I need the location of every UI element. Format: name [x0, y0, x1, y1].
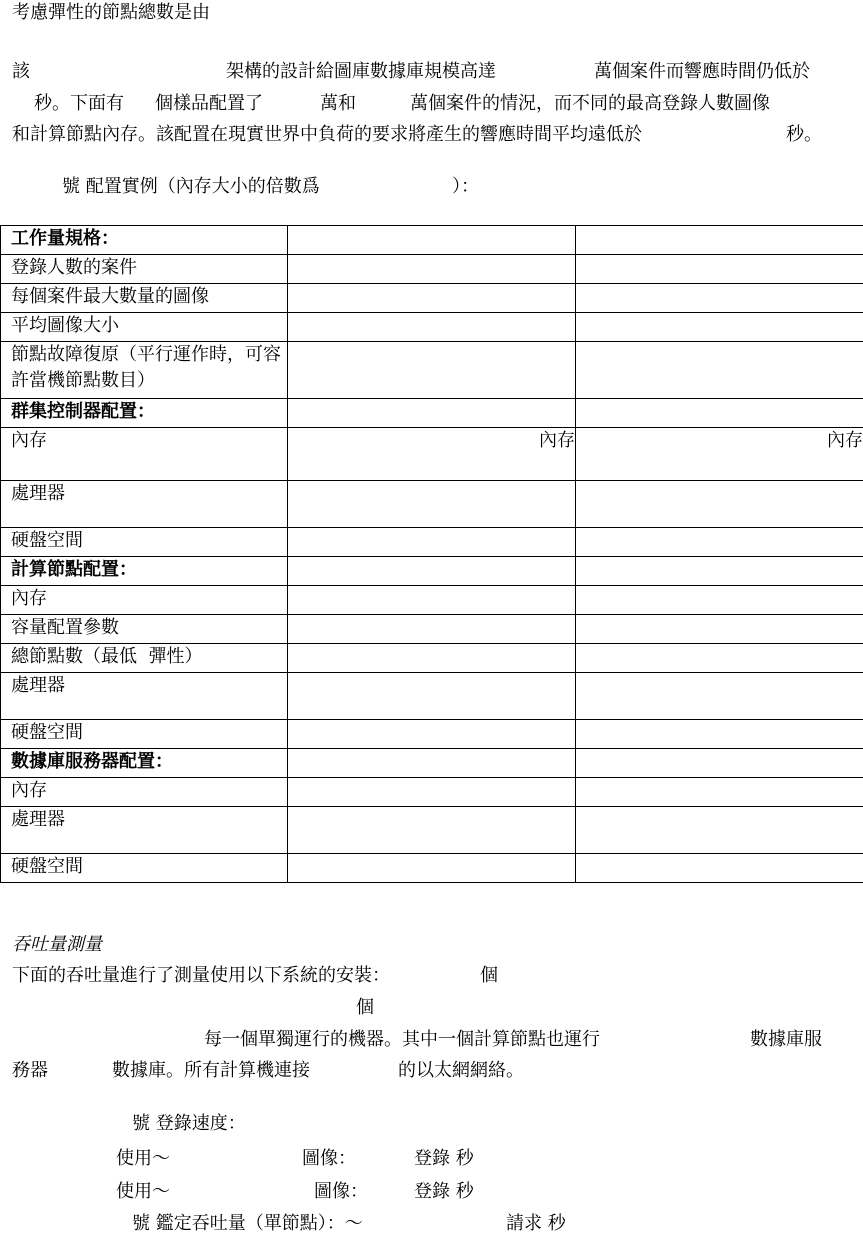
table-row: [1, 255, 863, 284]
section-header-cell: 群集控制器配置：: [1, 399, 288, 428]
throughput-line2: 個: [356, 997, 374, 1018]
value-cell: [288, 557, 576, 586]
table-row: [1, 644, 863, 673]
table-row: [1, 284, 863, 313]
intro-line2-b: 個樣品配置了: [155, 93, 263, 114]
row-label-cell: 平均圖像大小: [1, 313, 288, 342]
section-header-cell: 計算節點配置：: [1, 557, 288, 586]
table-row: [1, 673, 863, 720]
table-row: [1, 226, 863, 255]
table-row: [1, 778, 863, 807]
table-row: [1, 586, 863, 615]
login-rate-2-a: 使用～: [116, 1181, 170, 1202]
row-label-cell: 處理器: [1, 807, 288, 854]
table-row: [1, 615, 863, 644]
value-cell: [576, 807, 863, 854]
row-label-cell: 硬盤空間: [1, 854, 288, 883]
row-label-cell: 內存: [1, 586, 288, 615]
row-label-cell: 每個案件最大數量的圖像: [1, 284, 288, 313]
table-row: [1, 342, 863, 399]
value-cell: [576, 255, 863, 284]
value-cell: [576, 720, 863, 749]
table-caption: 號 配置實例（內存大小的倍數爲: [62, 176, 320, 197]
value-cell: [288, 481, 576, 528]
intro-line3: 和計算節點內存。該配置在現實世界中負荷的要求將產生的響應時間平均遠低於: [12, 124, 642, 145]
throughput-heading: 吞吐量測量: [12, 934, 102, 955]
value-cell: [576, 399, 863, 428]
identify-throughput-a: 號 鑑定吞吐量（單節點）：～: [132, 1213, 363, 1234]
login-speed-item: 號 登錄速度：: [132, 1113, 246, 1134]
value-cell: [576, 481, 863, 528]
value-cell: [576, 557, 863, 586]
row-label-cell: 處理器: [1, 481, 288, 528]
table-caption-end: ）：: [452, 176, 479, 197]
value-cell: [576, 673, 863, 720]
intro-line1-c: 萬個案件而響應時間仍低於: [594, 61, 810, 82]
throughput-line1-end: 個: [480, 965, 498, 986]
login-rate-1-a: 使用～: [116, 1148, 170, 1169]
value-cell: [576, 749, 863, 778]
row-label-cell: 登錄人數的案件: [1, 255, 288, 284]
throughput-line1: 下面的吞吐量進行了測量使用以下系統的安裝：: [12, 965, 390, 986]
intro-line2-c: 萬和: [320, 93, 356, 114]
value-cell: [576, 342, 863, 399]
value-cell: [288, 807, 576, 854]
value-cell: [576, 226, 863, 255]
identify-throughput-b: 請求 秒: [506, 1213, 566, 1234]
table-row: [1, 481, 863, 528]
value-cell: [288, 342, 576, 399]
throughput-line4-a: 務器: [12, 1060, 48, 1081]
value-cell: [576, 528, 863, 557]
table-row: [1, 807, 863, 854]
row-label-cell: 節點故障復原（平行運作時，可容許當機節點數目）: [1, 342, 288, 399]
value-cell: [576, 615, 863, 644]
value-cell: [288, 644, 576, 673]
row-label-cell: 內存: [1, 428, 288, 481]
value-cell: [576, 854, 863, 883]
value-cell: 內存: [576, 428, 863, 481]
table-row: [1, 399, 863, 428]
table-row: [1, 720, 863, 749]
value-cell: [288, 399, 576, 428]
value-cell: [288, 255, 576, 284]
value-cell: [288, 528, 576, 557]
table-row: [1, 557, 863, 586]
throughput-line3-a: 每一個單獨運行的機器。其中一個計算節點也運行: [204, 1029, 600, 1050]
section-header-cell: 數據庫服務器配置：: [1, 749, 288, 778]
value-cell: [288, 673, 576, 720]
throughput-line4-c: 的以太網網絡。: [398, 1060, 524, 1081]
login-rate-2-b: 圖像：: [314, 1181, 368, 1202]
row-label-cell: 硬盤空間: [1, 528, 288, 557]
intro-line3-end: 秒。: [786, 124, 822, 145]
value-cell: [288, 854, 576, 883]
value-cell: [576, 284, 863, 313]
value-cell: [288, 749, 576, 778]
value-cell: [288, 615, 576, 644]
value-cell: [288, 778, 576, 807]
throughput-line4-b: 數據庫。所有計算機連接: [112, 1060, 310, 1081]
table-row: [1, 749, 863, 778]
intro-line1-b: 架構的設計給圖庫數據庫規模高達: [226, 61, 496, 82]
table-row: [1, 428, 863, 481]
intro-line2-a: 秒。下面有: [34, 93, 124, 114]
intro-line1-a: 該: [12, 61, 30, 82]
value-cell: [288, 586, 576, 615]
value-cell: [288, 226, 576, 255]
value-cell: [288, 313, 576, 342]
intro-line2-d: 萬個案件的情況，而不同的最高登錄人數圖像: [410, 93, 770, 114]
table-row: [1, 854, 863, 883]
value-cell: [576, 778, 863, 807]
table-row: [1, 528, 863, 557]
value-cell: [288, 284, 576, 313]
row-label-cell: 內存: [1, 778, 288, 807]
paragraph-top: 考慮彈性的節點總數是由: [12, 2, 210, 23]
row-label-cell: 總節點數（最低 彈性）: [1, 644, 288, 673]
row-label-cell: 處理器: [1, 673, 288, 720]
login-rate-1-b: 圖像：: [302, 1148, 356, 1169]
section-header-cell: 工作量規格：: [1, 226, 288, 255]
value-cell: [576, 644, 863, 673]
login-rate-1-c: 登錄 秒: [414, 1148, 474, 1169]
value-cell: [576, 586, 863, 615]
value-cell: [576, 313, 863, 342]
value-cell: 內存: [288, 428, 576, 481]
row-label-cell: 容量配置參數: [1, 615, 288, 644]
config-table: [0, 225, 863, 883]
table-row: [1, 313, 863, 342]
value-cell: [288, 720, 576, 749]
row-label-cell: 硬盤空間: [1, 720, 288, 749]
throughput-line3-b: 數據庫服: [750, 1029, 822, 1050]
login-rate-2-c: 登錄 秒: [414, 1181, 474, 1202]
